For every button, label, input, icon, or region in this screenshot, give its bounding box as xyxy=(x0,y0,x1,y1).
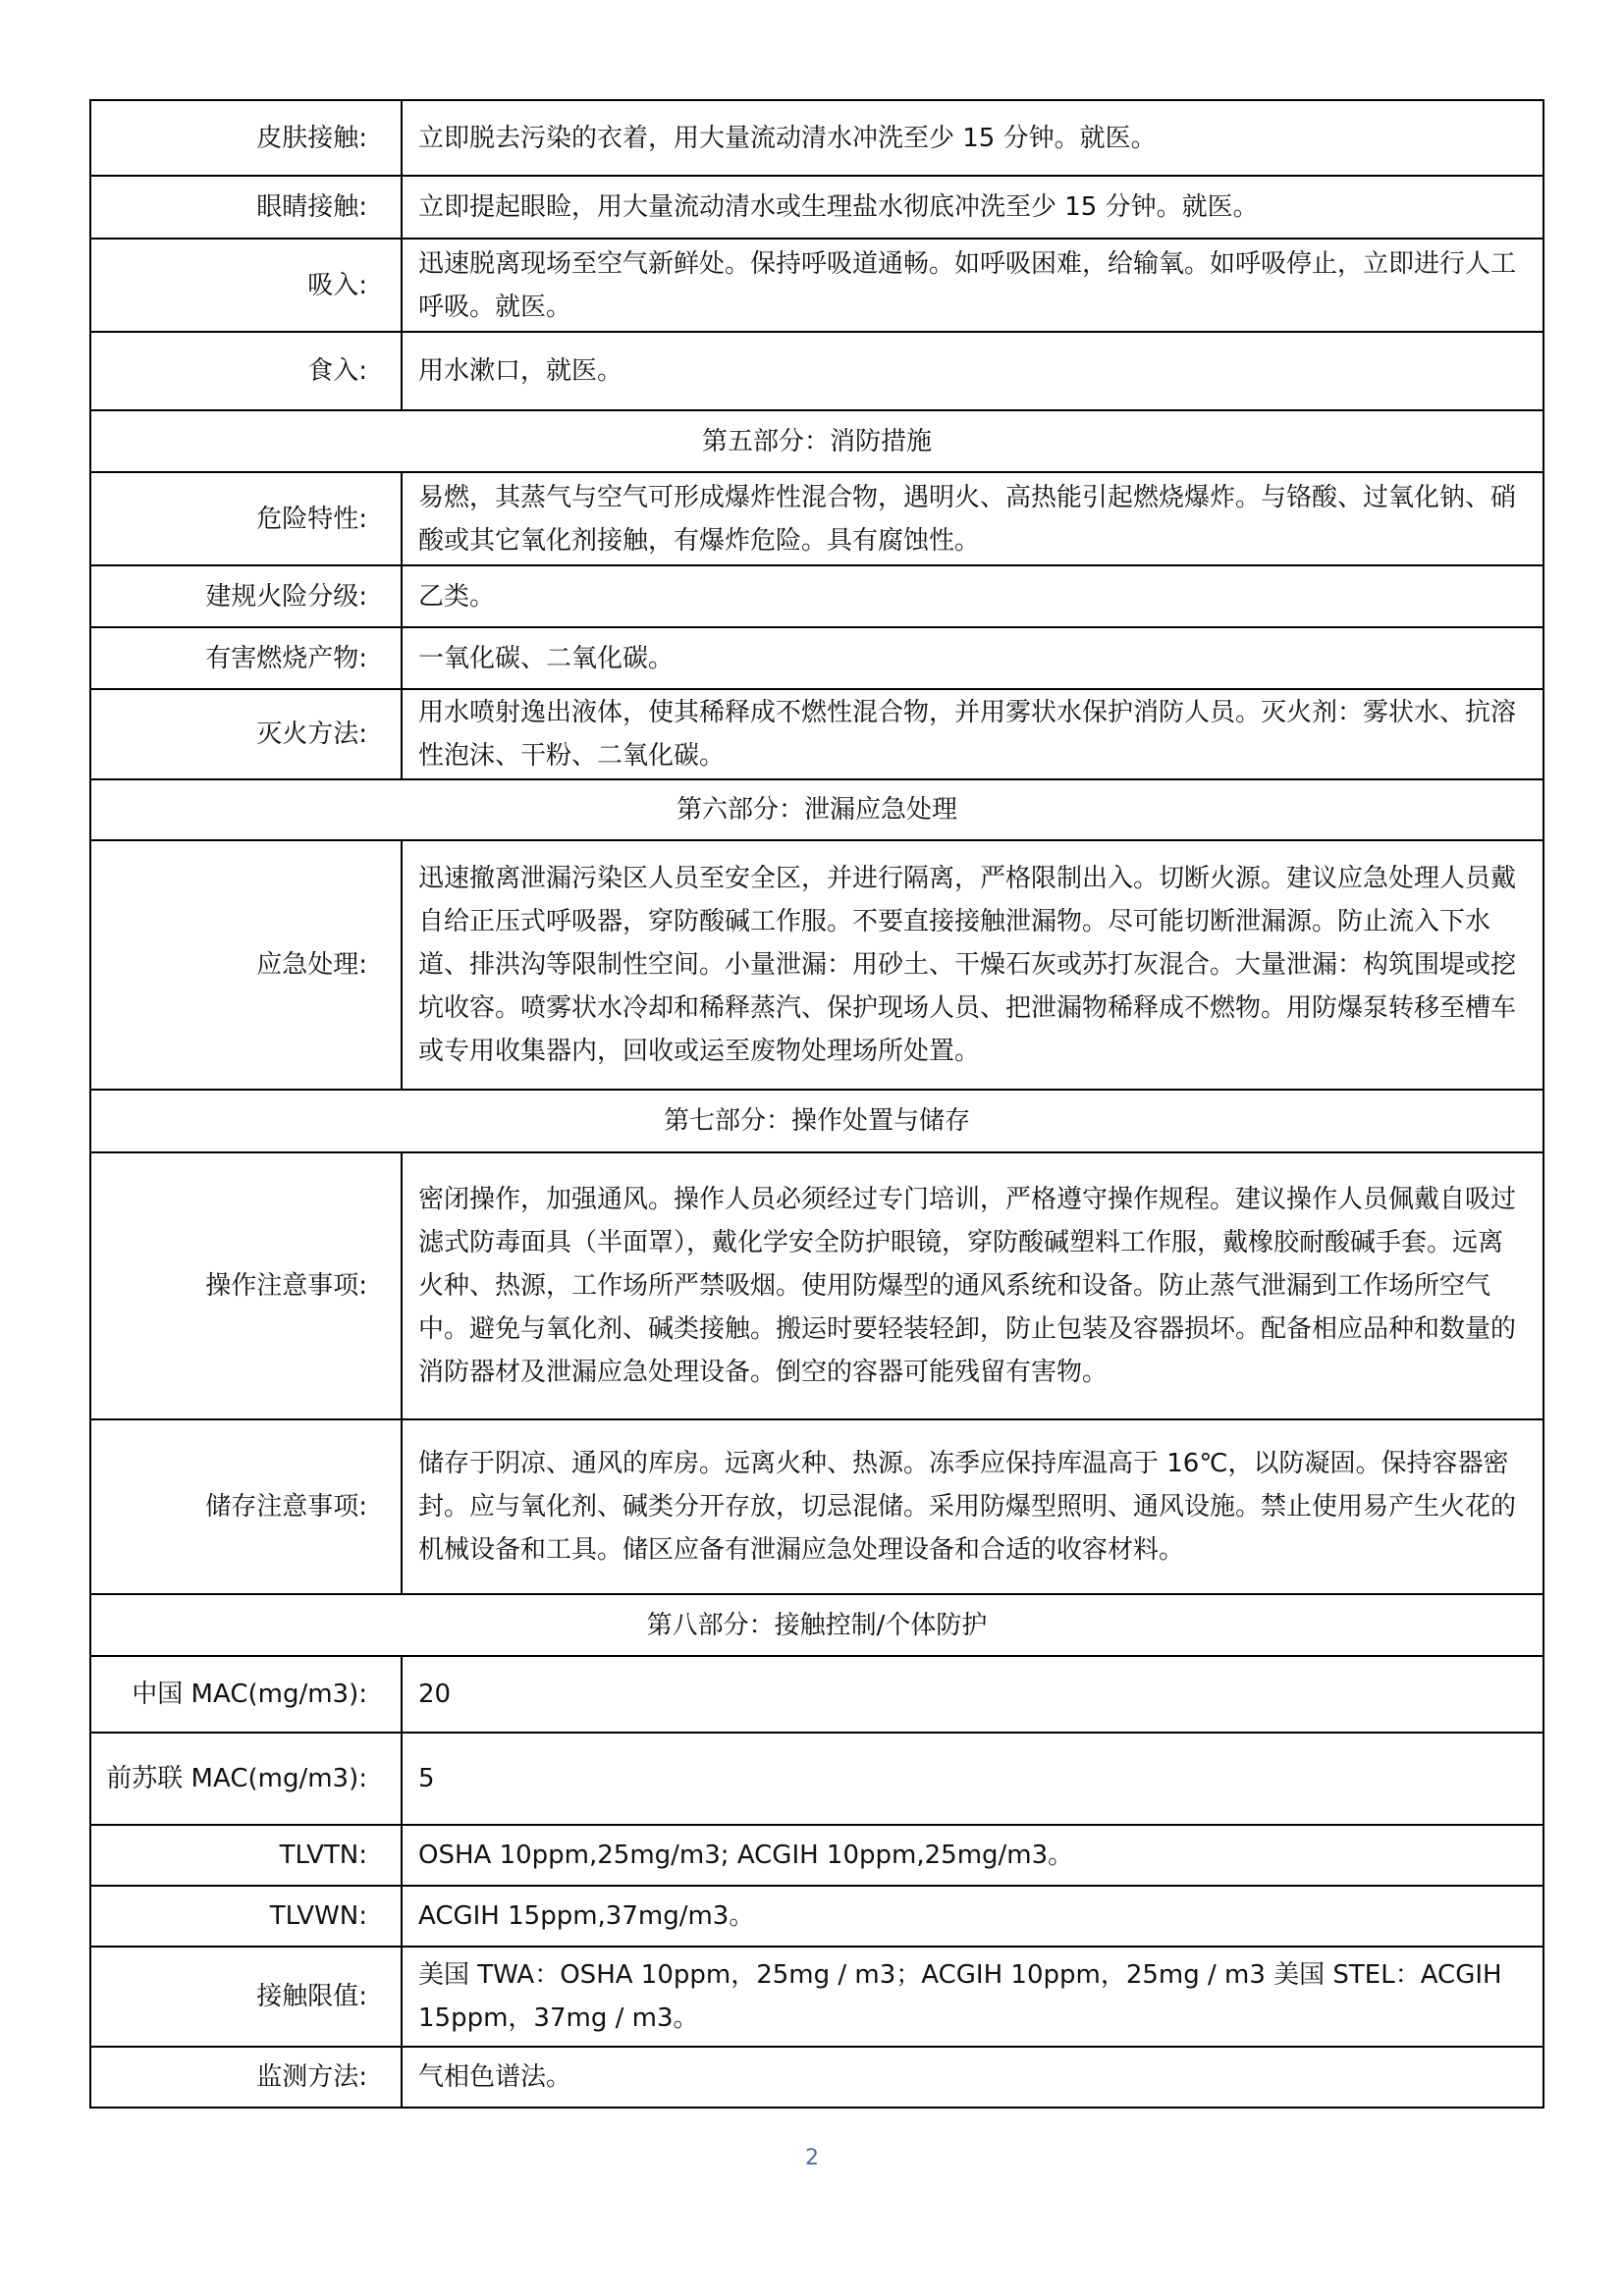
row-value: 5 xyxy=(402,1733,1543,1825)
section-title: 第七部分：操作处置与储存 xyxy=(90,1090,1543,1152)
row-label: 监测方法: xyxy=(90,2047,402,2108)
row-eye-contact xyxy=(90,176,1543,239)
row-value: 储存于阴凉、通风的库房。远离火种、热源。冻季应保持库温高于 16℃，以防凝固。保持容器密封。应与氧化剂、碱类分开存放，切忌混储。采用防爆型照明、通风设施。禁止使用易产生火花的机械设备和工具。储区应备有泄漏应急处理设备和合适的收容材料。 xyxy=(402,1419,1543,1594)
row-value: 20 xyxy=(402,1656,1543,1733)
row-storage-precautions xyxy=(90,1419,1543,1594)
section-handling-storage xyxy=(90,1090,1543,1152)
row-value: 密闭操作，加强通风。操作人员必须经过专门培训，严格遵守操作规程。建议操作人员佩戴自吸过滤式防毒面具（半面罩），戴化学安全防护眼镜，穿防酸碱塑料工作服，戴橡胶耐酸碱手套。远离火种、热源，工作场所严禁吸烟。使用防爆型的通风系统和设备。防止蒸气泄漏到工作场所空气中。避免与氧化剂、碱类接触。搬运时要轻装轻卸，防止包装及容器损坏。配备相应品种和数量的消防器材及泄漏应急处理设备。倒空的容器可能残留有害物。 xyxy=(402,1152,1543,1419)
row-label: 前苏联 MAC(mg/m3): xyxy=(90,1733,402,1825)
row-value: 一氧化碳、二氧化碳。 xyxy=(402,627,1543,689)
row-label: 建规火险分级: xyxy=(90,565,402,627)
row-hazard-properties xyxy=(90,472,1543,565)
row-value: 用水喷射逸出液体，使其稀释成不燃性混合物，并用雾状水保护消防人员。灭火剂：雾状水、抗溶性泡沫、干粉、二氧化碳。 xyxy=(402,689,1543,779)
row-label: 皮肤接触: xyxy=(90,100,402,176)
row-value: OSHA 10ppm,25mg/m3; ACGIH 10ppm,25mg/m3。 xyxy=(402,1825,1543,1886)
section-title: 第八部分：接触控制/个体防护 xyxy=(90,1594,1543,1656)
row-label: 危险特性: xyxy=(90,472,402,565)
row-value: 迅速脱离现场至空气新鲜处。保持呼吸道通畅。如呼吸困难，给输氧。如呼吸停止，立即进行人工呼吸。就医。 xyxy=(402,239,1543,332)
row-value: 乙类。 xyxy=(402,565,1543,627)
msds-table xyxy=(89,99,1544,2109)
row-label: 应急处理: xyxy=(90,840,402,1090)
row-value: 用水漱口，就医。 xyxy=(402,332,1543,410)
row-label: TLVTN: xyxy=(90,1825,402,1886)
row-ussr-mac xyxy=(90,1733,1543,1825)
row-label: 眼睛接触: xyxy=(90,176,402,239)
row-value: 迅速撤离泄漏污染区人员至安全区，并进行隔离，严格限制出入。切断火源。建议应急处理人员戴自给正压式呼吸器，穿防酸碱工作服。不要直接接触泄漏物。尽可能切断泄漏源。防止流入下水道、排洪沟等限制性空间。小量泄漏：用砂土、干燥石灰或苏打灰混合。大量泄漏：构筑围堤或挖坑收容。喷雾状水冷却和稀释蒸汽、保护现场人员、把泄漏物稀释成不燃物。用防爆泵转移至槽车或专用收集器内，回收或运至废物处理场所处置。 xyxy=(402,840,1543,1090)
row-exposure-limits xyxy=(90,1947,1543,2047)
row-value: 立即提起眼睑，用大量流动清水或生理盐水彻底冲洗至少 15 分钟。就医。 xyxy=(402,176,1543,239)
row-ingestion xyxy=(90,332,1543,410)
row-value: 美国 TWA：OSHA 10ppm，25mg / m3；ACGIH 10ppm，25mg / m3 美国 STEL：ACGIH 15ppm，37mg / m3。 xyxy=(402,1947,1543,2047)
row-fire-class xyxy=(90,565,1543,627)
section-exposure-control xyxy=(90,1594,1543,1656)
section-title: 第五部分：消防措施 xyxy=(90,410,1543,472)
row-value: 立即脱去污染的衣着，用大量流动清水冲洗至少 15 分钟。就医。 xyxy=(402,100,1543,176)
row-value: 气相色谱法。 xyxy=(402,2047,1543,2108)
row-extinguishing xyxy=(90,689,1543,779)
row-combustion-products xyxy=(90,627,1543,689)
row-label: 接触限值: xyxy=(90,1947,402,2047)
row-value: 易燃，其蒸气与空气可形成爆炸性混合物，遇明火、高热能引起燃烧爆炸。与铬酸、过氧化钠、硝酸或其它氧化剂接触，有爆炸危险。具有腐蚀性。 xyxy=(402,472,1543,565)
row-label: 储存注意事项: xyxy=(90,1419,402,1594)
row-value: ACGIH 15ppm,37mg/m3。 xyxy=(402,1886,1543,1947)
row-label: 操作注意事项: xyxy=(90,1152,402,1419)
row-label: TLVWN: xyxy=(90,1886,402,1947)
row-tlvtn xyxy=(90,1825,1543,1886)
row-label: 灭火方法: xyxy=(90,689,402,779)
row-label: 吸入: xyxy=(90,239,402,332)
page-number: 2 xyxy=(805,2146,819,2170)
row-label: 有害燃烧产物: xyxy=(90,627,402,689)
row-label: 食入: xyxy=(90,332,402,410)
row-tlvwn xyxy=(90,1886,1543,1947)
row-monitoring-method xyxy=(90,2047,1543,2108)
section-title: 第六部分：泄漏应急处理 xyxy=(90,779,1543,840)
row-inhalation xyxy=(90,239,1543,332)
section-fire-fighting xyxy=(90,410,1543,472)
section-spill-response xyxy=(90,779,1543,840)
row-china-mac xyxy=(90,1656,1543,1733)
row-handling-precautions xyxy=(90,1152,1543,1419)
row-emergency-handling xyxy=(90,840,1543,1090)
row-label: 中国 MAC(mg/m3): xyxy=(90,1656,402,1733)
row-skin-contact xyxy=(90,100,1543,176)
